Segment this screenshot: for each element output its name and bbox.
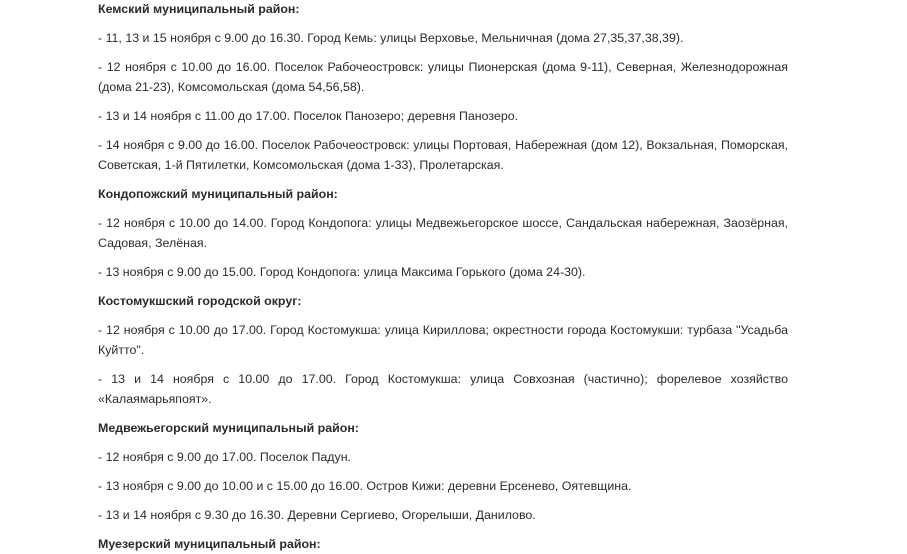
section-heading-kondopoga: Кондопожский муниципальный район: xyxy=(98,187,338,201)
document-body xyxy=(98,0,788,554)
list-item: - 11, 13 и 15 ноября с 9.00 до 16.30. Город Кемь: улицы Верховье, Мельничная (дома 27,35,37,38,39). xyxy=(98,31,684,45)
list-item: - 13 и 14 ноября с 9.30 до 16.30. Деревни Сергиево, Огорелыши, Данилово. xyxy=(98,508,536,522)
section-heading-kem: Кемский муниципальный район: xyxy=(98,2,300,16)
list-item: - 12 ноября с 10.00 до 17.00. Город Костомукша: улица Кириллова; окрестности города Костомукши: турбаза "Усадьба Куйтто". xyxy=(98,323,788,357)
list-item: - 14 ноября с 9.00 до 16.00. Поселок Рабочеостровск: улицы Портовая, Набережная (дом 12), Вокзальная, Поморская, Советская, 1-й Пятилетки, Комсомольская (дома 1-33), Пролетарская. xyxy=(98,138,788,172)
list-item: - 13 и 14 ноября с 11.00 до 17.00. Поселок Панозеро; деревня Панозеро. xyxy=(98,109,519,123)
list-item: - 12 ноября с 10.00 до 16.00. Поселок Рабочеостровск: улицы Пионерская (дома 9-11), Северная, Железнодорожная (дома 21-23), Комсомольская (дома 54,56,58). xyxy=(98,60,788,94)
list-item: - 12 ноября с 9.00 до 17.00. Поселок Падун. xyxy=(98,450,351,464)
list-item: - 13 и 14 ноября с 10.00 до 17.00. Город Костомукша: улица Совхозная (частично); форелевое хозяйство «Калаямарьяпоят». xyxy=(98,372,788,406)
list-item: - 12 ноября с 10.00 до 14.00. Город Кондопога: улицы Медвежьегорское шоссе, Сандальская набережная, Заозёрная, Садовая, Зелёная. xyxy=(98,216,788,250)
list-item: - 13 ноября с 9.00 до 15.00. Город Кондопога: улица Максима Горького (дома 24-30). xyxy=(98,265,586,279)
section-heading-medvezhyegorsk: Медвежьегорский муниципальный район: xyxy=(98,421,359,435)
list-item: - 13 ноября с 9.00 до 10.00 и с 15.00 до 16.00. Остров Кижи: деревни Ерсенево, Оятевщина. xyxy=(98,479,632,493)
section-heading-kostomuksha: Костомукшский городской округ: xyxy=(98,294,302,308)
section-heading-muezersky: Муезерский муниципальный район: xyxy=(98,537,321,551)
